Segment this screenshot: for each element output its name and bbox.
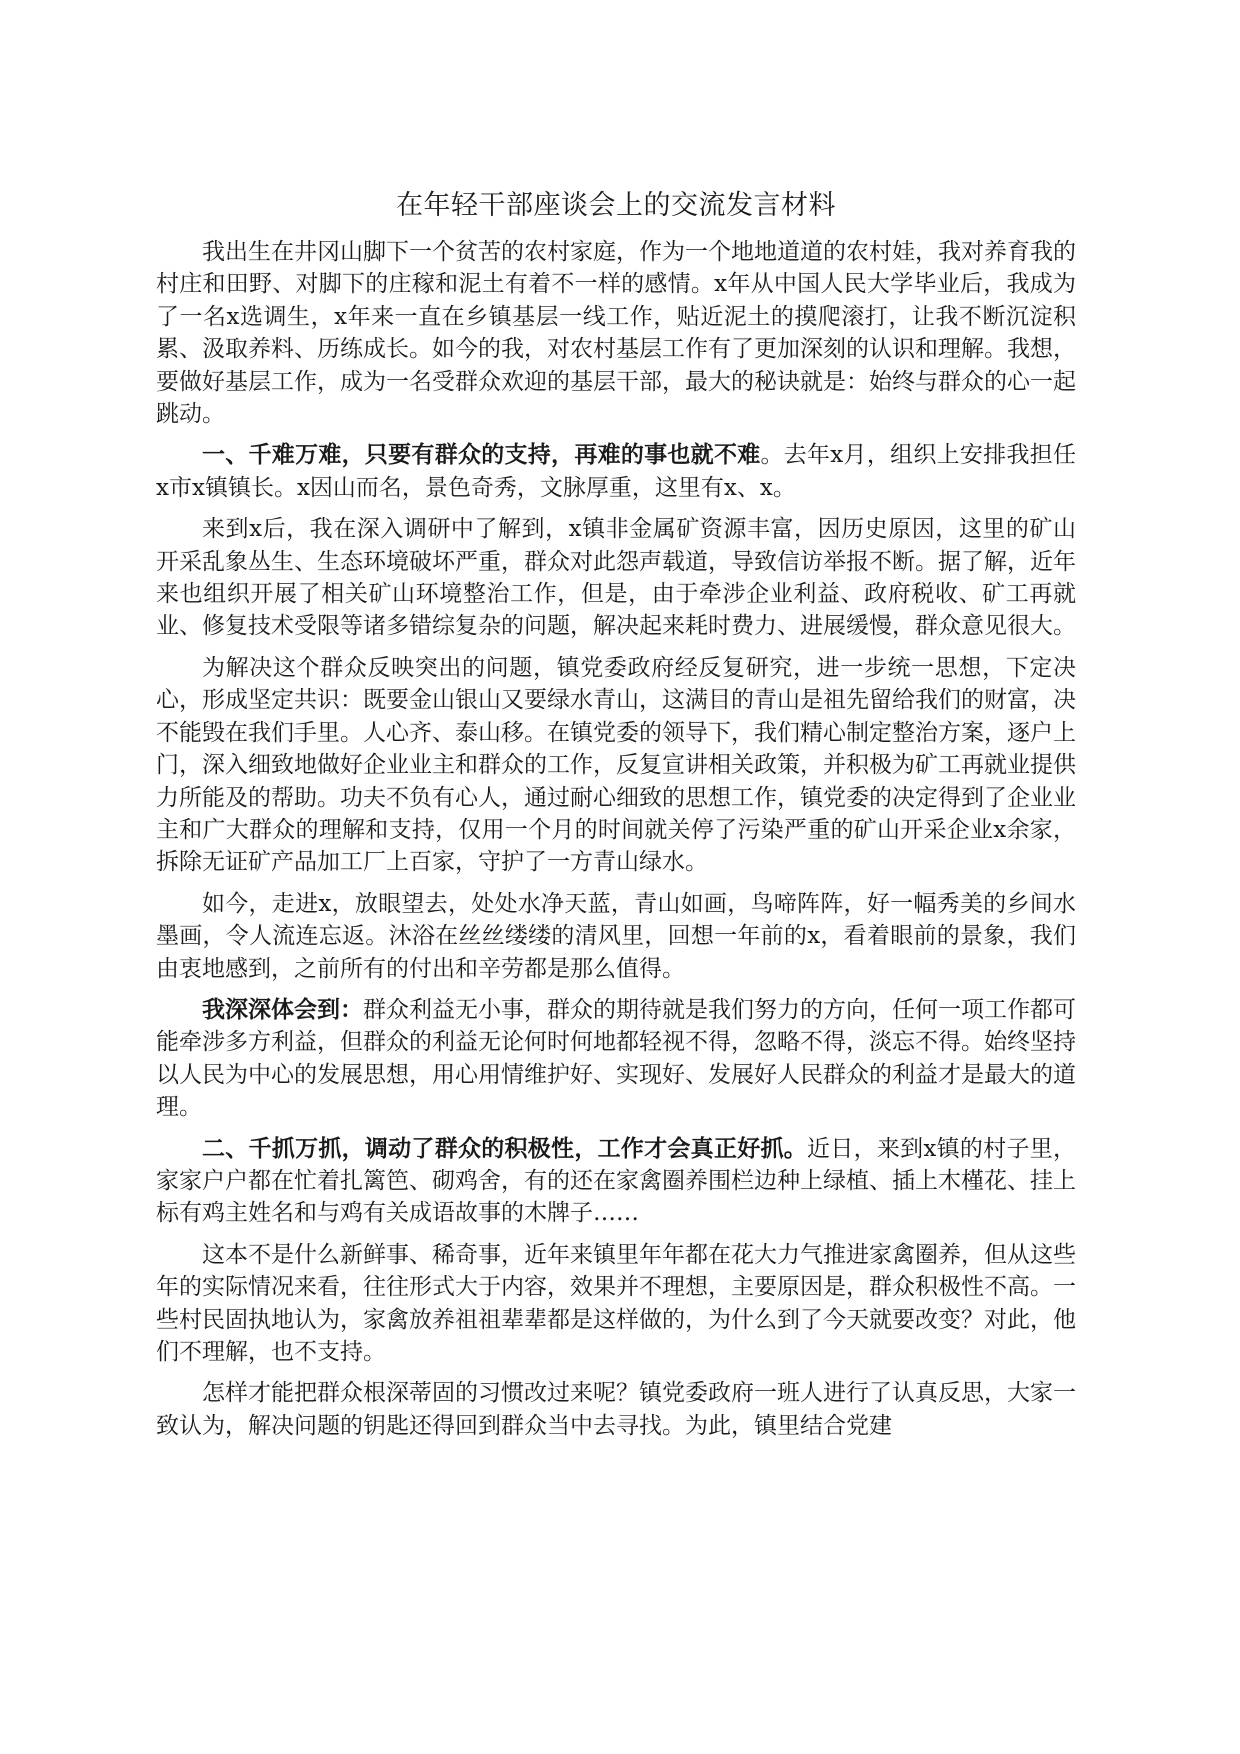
paragraph-mining-survey: 来到x后，我在深入调研中了解到，x镇非金属矿资源丰富，因历史原因，这里的矿山开采乱象丛生、生态环境破坏严重，群众对此怨声载道，导致信访举报不断。据了解，近年来也组织开展了相关矿山环境整治工作，但是，由于牵涉企业利益、政府税收、矿工再就业、修复技术受限等诸多错综复杂的问题，解决起来耗时费力、进展缓慢，群众意见很大。 (156, 516, 1076, 640)
section-heading-two: 二、千抓万抓，调动了群众的积极性，工作才会真正好抓。 (202, 1135, 808, 1162)
paragraph-intro: 我出生在井冈山脚下一个贫苦的农村家庭，作为一个地地道道的农村娃，我对养育我的村庄和田野、对脚下的庄稼和泥土有着不一样的感情。x年从中国人民大学毕业后，我成为了一名x选调生，x年来一直在乡镇基层一线工作，贴近泥土的摸爬滚打，让我不断沉淀积累、汲取养料、历练成长。如今的我，对农村基层工作有了更加深刻的认识和理解。我想，要做好基层工作，成为一名受群众欢迎的基层干部，最大的秘诀就是：始终与群众的心一起跳动。 (156, 239, 1076, 428)
section-heading-one: 一、千难万难，只要有群众的支持，再难的事也就不难 (202, 442, 761, 469)
paragraph-text: 群众利益无小事，群众的期待就是我们努力的方向，任何一项工作都可能牵涉多方利益，但群众的利益无论何时何地都轻视不得，忽略不得，淡忘不得。始终坚持以人民为中心的发展思想，用心用情维护好、实现好、发展好人民群众的利益才是最大的道理。 (156, 996, 1076, 1121)
paragraph-section-one (156, 439, 1076, 504)
paragraph-habits: 怎样才能把群众根深蒂固的习惯改过来呢？镇党委政府一班人进行了认真反思，大家一致认为，解决问题的钥匙还得回到群众当中去寻找。为此，镇里结合党建 (156, 1380, 1076, 1439)
paragraph-rectification: 为解决这个群众反映突出的问题，镇党委政府经反复研究，进一步统一思想，下定决心，形成坚定共识：既要金山银山又要绿水青山，这满目的青山是祖先留给我们的财富，决不能毁在我们手里。人心齐、泰山移。在镇党委的领导下，我们精心制定整治方案，逐户上门，深入细致地做好企业业主和群众的工作，反复宣讲相关政策，并积极为矿工再就业提供力所能及的帮助。功夫不负有心人，通过耐心细致的思想工作，镇党委的决定得到了企业业主和广大群众的理解和支持，仅用一个月的时间就关停了污染严重的矿山开采企业x余家，拆除无证矿产品加工厂上百家，守护了一方青山绿水。 (156, 654, 1076, 876)
paragraph-section-two (156, 1133, 1076, 1230)
document-title: 在年轻干部座谈会上的交流发言材料 (396, 190, 836, 221)
reflection-heading: 我深深体会到： (202, 996, 363, 1023)
paragraph-text: 。去年x月，组织上安排我担任x市x镇镇长。x因山而名，景色奇秀，文脉厚重，这里有x、x。 (156, 442, 1076, 501)
paragraph-reflection (156, 994, 1076, 1124)
paragraph-poultry: 这本不是什么新鲜事、稀奇事，近年来镇里年年都在花大力气推进家禽圈养，但从这些年的实际情况来看，往往形式大于内容，效果并不理想，主要原因是，群众积极性不高。一些村民固执地认为，家禽放养祖祖辈辈都是这样做的，为什么到了今天就要改变？对此，他们不理解，也不支持。 (156, 1241, 1076, 1365)
document-body (156, 188, 1076, 1451)
paragraph-scenery: 如今，走进x，放眼望去，处处水净天蓝，青山如画，鸟啼阵阵，好一幅秀美的乡间水墨画，令人流连忘返。沐浴在丝丝缕缕的清风里，回想一年前的x，看着眼前的景象，我们由衷地感到，之前所有的付出和辛劳都是那么值得。 (156, 890, 1076, 982)
paragraph-text: 近日，来到x镇的村子里，家家户户都在忙着扎篱笆、砌鸡舍，有的还在家禽圈养围栏边种上绿植、插上木槿花、挂上标有鸡主姓名和与鸡有关成语故事的木牌子…… (156, 1135, 1076, 1227)
